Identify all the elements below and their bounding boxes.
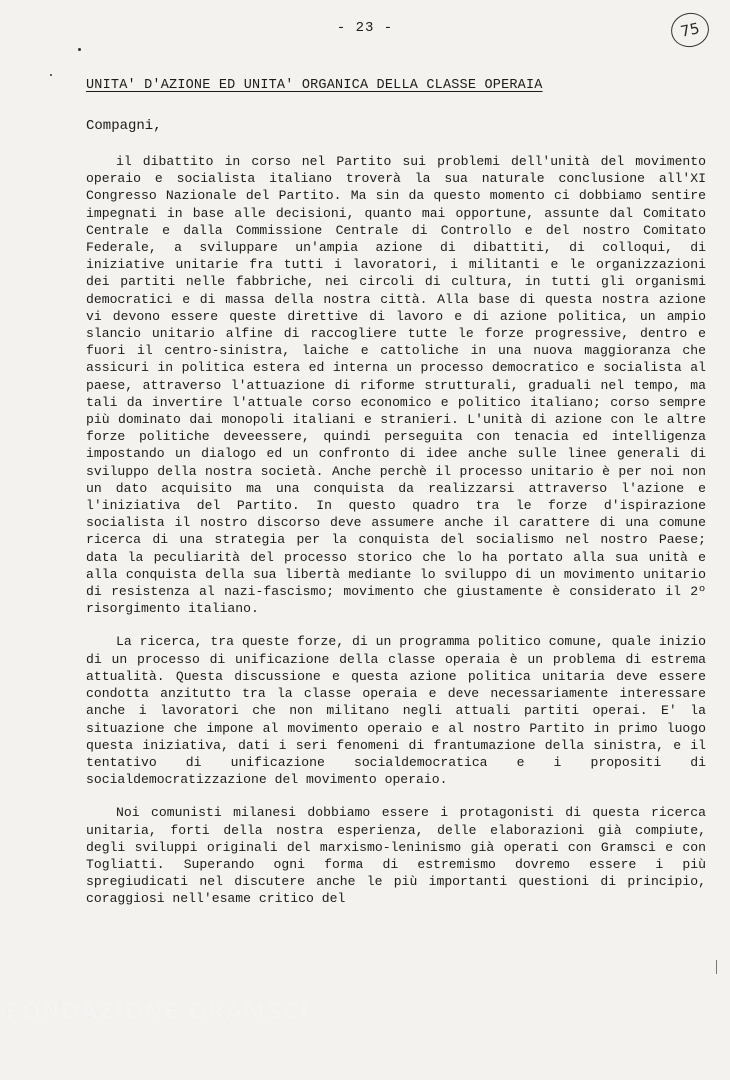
paragraph: Noi comunisti milanesi dobbiamo essere i protagonisti di questa ricerca unitaria, forti della nostra esperienza, delle elaborazioni già compiute, degli sviluppi originali del marxismo-leninismo già operati con Gramsci e con Togliatti. Superando ogni forma di estremismo dovremo essere i più spregiudicati nel discutere anche le più importanti questioni di principio, coraggiosi nell'esame critico del <box>86 805 706 907</box>
document-title: UNITA' D'AZIONE ED UNITA' ORGANICA DELLA CLASSE OPERAIA <box>86 78 543 93</box>
page-number: - 23 - <box>336 20 394 36</box>
margin-dot <box>78 48 81 51</box>
archive-stamp: 75 <box>668 9 712 50</box>
salutation: Compagni, <box>86 118 162 134</box>
paragraph: La ricerca, tra queste forze, di un programma politico comune, quale inizio di un processo di unificazione della classe operaia è un problema di estrema attualità. Questa discussione e questa azione politica unitaria deve essere condotta anzitutto tra la classe operaia e deve necessariamente interessare anche i lavoratori che non militano negli attuali partiti operai. E' la situazione che impone al movimento operaio e al nostro Partito in primo luogo questa iniziativa, dati i seri fenomeni di frantumazione della sinistra, e il tentativo di unificazione socialdemocratica e i propositi di socialdemocratizzazione del movimento operaio. <box>86 634 706 788</box>
paragraph: il dibattito in corso nel Partito sui problemi dell'unità del movimento operaio e socialista italiano troverà la sua naturale conclusione all'XI Congresso Nazionale del Partito. Ma sin da questo momento ci dobbiamo sentire impegnati in base alle decisioni, quanto mai opportune, assunte dal Comitato Centrale e dalla Commissione Centrale di Controllo e del nostro Comitato Federale, a sviluppare un'ampia azione di dibattiti, di colloqui, di iniziative unitarie fra tutti i lavoratori, i militanti e le organizzazioni dei partiti nelle fabbriche, nei circoli di cultura, in tutti gli organismi democratici e di massa della nostra città. Alla base di questa nostra azione vi devono essere queste direttive di lavoro e di azione politica, un ampio slancio unitario alfine di raccogliere tutte le forze progressive, dentro e fuori il centro-sinistra, laiche e cattoliche in una nuova maggioranza che assicuri in politica estera ed interna un processo democratico e socialista al paese, attraverso l'attuazione di riforme strutturali, graduali nel tempo, ma tali da invertire l'attuale corso economico e politico italiano; corso sempre più dominato dai monopoli italiani e stranieri. L'unità di azione con le altre forze politiche deveessere, quindi perseguita con tenacia ed intelligenza impostando un dialogo ed un confronto di idee anche sulle linee generali di sviluppo della nostra società. Anche perchè il processo unitario è per noi non un dato acquisito ma una conquista da realizzarsi attraverso l'azione e l'iniziativa del Partito. In questo quadro tra le forze d'ispirazione socialista il nostro discorso deve assumere anche il carattere di una comune ricerca di una strategia per la conquista del socialismo nel nostro Paese; data la peculiarità del processo storico che lo ha portato alla sua unità e alla conquista della sua libertà mediante lo sviluppo di un movimento unitario di resistenza al nazi-fascismo; movimento che giustamente è considerato il 2º risorgimento italiano. <box>86 154 706 617</box>
body-text <box>86 153 706 924</box>
scan-mark <box>716 960 717 974</box>
margin-dot <box>50 74 52 76</box>
watermark-logo: FONDAZIONE GRAMSCI <box>6 1000 310 1025</box>
